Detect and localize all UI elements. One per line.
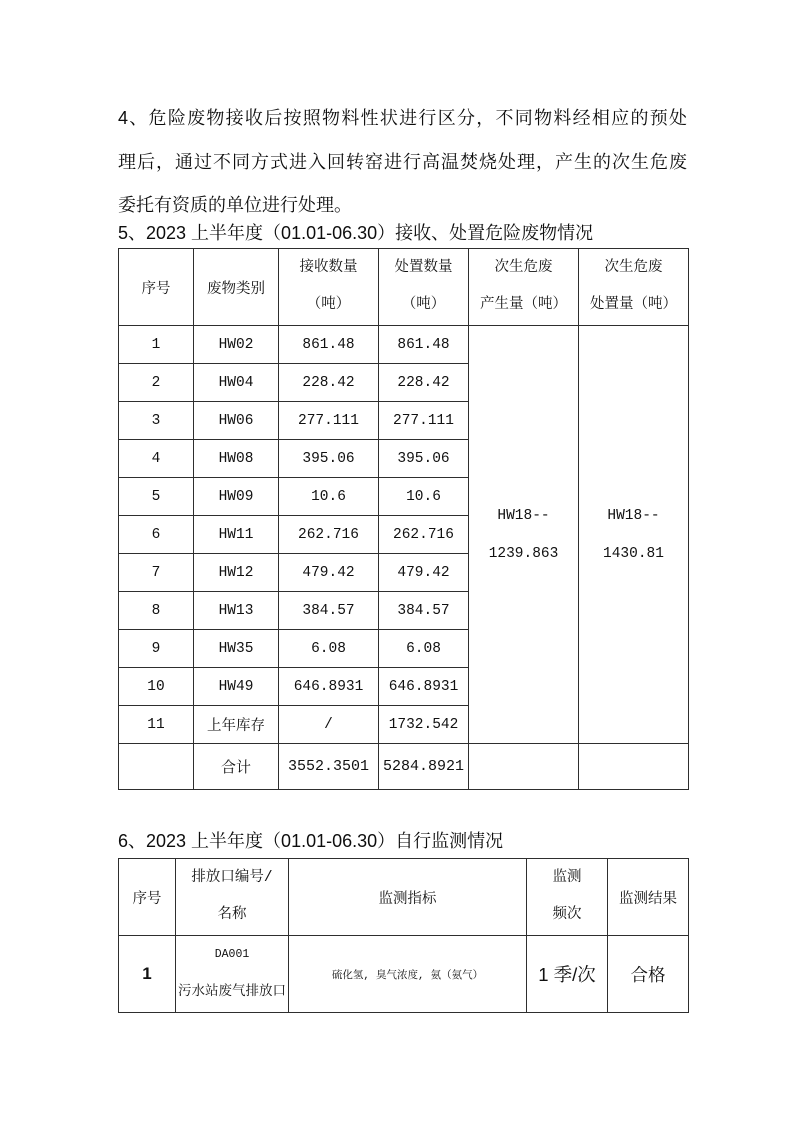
disposed-cell: 262.716	[379, 516, 469, 554]
outlet-cell	[176, 936, 289, 1013]
serial-cell: 2	[119, 364, 194, 402]
serial-cell: 3	[119, 402, 194, 440]
header-received-line1: 接收数量	[299, 260, 358, 276]
monitoring-row	[119, 936, 689, 1013]
received-cell: 10.6	[279, 478, 379, 516]
received-cell: 479.42	[279, 554, 379, 592]
frequency-cell: 1 季/次	[527, 936, 608, 1013]
category-cell: HW49	[194, 668, 279, 706]
header-category: 废物类别	[194, 249, 279, 326]
disposed-cell: 861.48	[379, 326, 469, 364]
header-result: 监测结果	[608, 859, 689, 936]
paragraph-4-line-3: 委托有资质的单位进行处理。	[118, 195, 352, 215]
header-disposed-line1: 处置数量	[394, 260, 453, 276]
indicators-cell: 硫化氢, 臭气浓度, 氨（氨气）	[289, 936, 527, 1013]
waste-table	[118, 248, 689, 790]
secondary-disposed-label: HW18--	[607, 507, 660, 524]
header-outlet-line1: 排放口编号/	[191, 870, 273, 886]
received-cell: 262.716	[279, 516, 379, 554]
disposed-cell: 1732.542	[379, 706, 469, 744]
result-cell: 合格	[608, 936, 689, 1013]
received-cell: /	[279, 706, 379, 744]
total-disposed-cell: 5284.8921	[379, 744, 469, 790]
category-cell: HW02	[194, 326, 279, 364]
header-disposed-line2: （吨）	[401, 297, 446, 313]
secondary-disposed-value: 1430.81	[603, 545, 664, 562]
header-frequency	[527, 859, 608, 936]
header-secondary-disposed-line1: 次生危废	[604, 260, 663, 276]
section-heading-5: 5、2023 上半年度（01.01-06.30）接收、处置危险废物情况	[118, 223, 594, 243]
disposed-cell: 10.6	[379, 478, 469, 516]
monitoring-table	[118, 858, 689, 1013]
disposed-cell: 395.06	[379, 440, 469, 478]
header-indicators: 监测指标	[289, 859, 527, 936]
header-secondary-produced-line2: 产生量（吨）	[480, 297, 567, 313]
disposed-cell: 384.57	[379, 592, 469, 630]
secondary-produced-cell	[469, 326, 579, 744]
paragraph-4-line-1: 4、危险废物接收后按照物料性状进行区分，不同物料经相应的预处	[118, 108, 687, 128]
paragraph-4	[118, 97, 687, 228]
received-cell: 384.57	[279, 592, 379, 630]
disposed-cell: 228.42	[379, 364, 469, 402]
total-secondary-produced-cell	[469, 744, 579, 790]
disposed-cell: 6.08	[379, 630, 469, 668]
header-outlet-line2: 名称	[217, 907, 247, 923]
category-cell: HW11	[194, 516, 279, 554]
header-frequency-line2: 频次	[552, 907, 582, 923]
received-cell: 277.111	[279, 402, 379, 440]
category-cell: HW13	[194, 592, 279, 630]
serial-cell: 1	[119, 326, 194, 364]
received-cell: 395.06	[279, 440, 379, 478]
received-cell: 228.42	[279, 364, 379, 402]
category-cell: 上年库存	[194, 706, 279, 744]
received-cell: 861.48	[279, 326, 379, 364]
outlet-code: DA001	[214, 948, 250, 961]
received-cell: 646.8931	[279, 668, 379, 706]
serial-cell: 6	[119, 516, 194, 554]
category-cell: HW08	[194, 440, 279, 478]
header-secondary-disposed-line2: 处置量（吨）	[590, 297, 677, 313]
disposed-cell: 646.8931	[379, 668, 469, 706]
category-cell: HW09	[194, 478, 279, 516]
header-serial: 序号	[119, 859, 176, 936]
total-received-cell: 3552.3501	[279, 744, 379, 790]
header-serial: 序号	[119, 249, 194, 326]
section-heading-6: 6、2023 上半年度（01.01-06.30）自行监测情况	[118, 831, 504, 851]
waste-row	[119, 326, 689, 364]
monitoring-header-row	[119, 859, 689, 936]
serial-cell: 11	[119, 706, 194, 744]
paragraph-4-line-2: 理后，通过不同方式进入回转窑进行高温焚烧处理，产生的次生危废	[118, 151, 687, 172]
header-frequency-line1: 监测	[552, 870, 582, 886]
received-cell: 6.08	[279, 630, 379, 668]
total-category-cell: 合计	[194, 744, 279, 790]
total-serial-cell	[119, 744, 194, 790]
serial-cell: 8	[119, 592, 194, 630]
serial-cell: 4	[119, 440, 194, 478]
disposed-cell: 479.42	[379, 554, 469, 592]
disposed-cell: 277.111	[379, 402, 469, 440]
header-outlet	[176, 859, 289, 936]
header-secondary-disposed	[579, 249, 689, 326]
serial-cell: 5	[119, 478, 194, 516]
header-secondary-produced-line1: 次生危废	[494, 260, 553, 276]
secondary-produced-value: 1239.863	[488, 545, 559, 562]
total-secondary-disposed-cell	[579, 744, 689, 790]
serial-value: 1	[142, 964, 152, 983]
header-disposed	[379, 249, 469, 326]
serial-cell: 9	[119, 630, 194, 668]
waste-header-row	[119, 249, 689, 326]
outlet-name: 污水站废气排放口	[178, 985, 286, 1000]
category-cell: HW35	[194, 630, 279, 668]
serial-cell	[119, 936, 176, 1013]
header-received-line2: （吨）	[306, 297, 351, 313]
header-received	[279, 249, 379, 326]
category-cell: HW04	[194, 364, 279, 402]
secondary-produced-label: HW18--	[497, 507, 550, 524]
waste-total-row	[119, 744, 689, 790]
serial-cell: 10	[119, 668, 194, 706]
category-cell: HW12	[194, 554, 279, 592]
header-secondary-produced	[469, 249, 579, 326]
serial-cell: 7	[119, 554, 194, 592]
secondary-disposed-cell	[579, 326, 689, 744]
category-cell: HW06	[194, 402, 279, 440]
